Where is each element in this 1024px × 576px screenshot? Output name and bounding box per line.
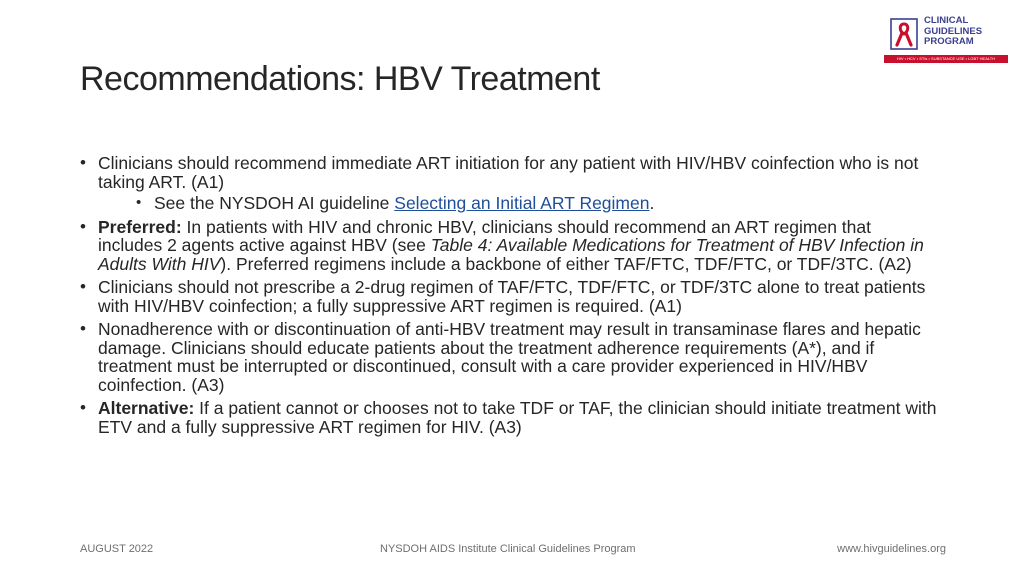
logo-line-2: GUIDELINES: [924, 25, 983, 37]
footer-website: www.hivguidelines.org: [837, 543, 946, 555]
preferred-label: Preferred:: [98, 216, 182, 237]
bullet-text: In patients with HIV and chronic HBV, clinicians should recommend an ART regimen that includes 2 agents active against HBV (see: [98, 216, 872, 255]
sub-bullet-prefix: See the NYSDOH AI guideline: [154, 193, 395, 213]
bullet-text: Nonadherence with or discontinuation of anti-HBV treatment may result in transaminase flares and hepatic damage. Clinicians should educate patients about the treatment adherence requirements (A*), and if treatment must be interrupted or discontinued, consult with a care provider experienced in HIV/HBV coinfection. (A3): [98, 319, 921, 395]
bullet-text-continued: ). Preferred regimens include a backbone of either TAF/FTC, TDF/FTC, or TDF/3TC. (A2): [220, 253, 912, 274]
logo-text: [924, 16, 1010, 48]
bullet-text: Clinicians should recommend immediate ART initiation for any patient with HIV/HBV coinfection who is not taking ART. (A1): [98, 153, 919, 192]
footer-program: NYSDOH AIDS Institute Clinical Guidelines Program: [380, 543, 636, 555]
footer-date: AUGUST 2022: [80, 543, 154, 555]
sub-bullet-guideline: [98, 194, 940, 213]
logo-line-3: PROGRAM: [924, 36, 974, 47]
bullet-two-drug-regimen: [80, 278, 940, 315]
sub-bullet-suffix: .: [649, 193, 655, 213]
logo-line-1: CLINICAL: [924, 15, 969, 26]
bullet-art-initiation: [80, 154, 940, 213]
clinical-guidelines-logo: [884, 14, 1010, 64]
alternative-label: Alternative:: [98, 398, 195, 418]
red-ribbon-icon: [890, 18, 918, 50]
recommendations-list: [80, 154, 940, 441]
bullet-text: If a patient cannot or chooses not to take TDF or TAF, the clinician should initiate treatment with ETV and a fully suppressive ART regimen for HIV. (A3): [98, 398, 937, 437]
selecting-initial-art-regimen-link[interactable]: Selecting an Initial ART Regimen: [394, 193, 650, 213]
table-4-reference: Table 4: Available Medications for Treatment of HBV Infection in Adults With HIV: [98, 235, 924, 274]
bullet-text: Clinicians should not prescribe a 2-drug regimen of TAF/FTC, TDF/FTC, or TDF/3TC alone to treat patients with HIV/HBV coinfection; a fully suppressive ART regimen is required. (A1): [98, 277, 926, 316]
logo-tagline: HIV • HCV • STIs • SUBSTANCE USE • LGBT HEALTH: [884, 55, 1008, 63]
slide-title: Recommendations: HBV Treatment: [80, 60, 600, 98]
bullet-preferred: [80, 218, 940, 274]
bullet-alternative: [80, 399, 940, 436]
bullet-nonadherence: [80, 320, 940, 394]
